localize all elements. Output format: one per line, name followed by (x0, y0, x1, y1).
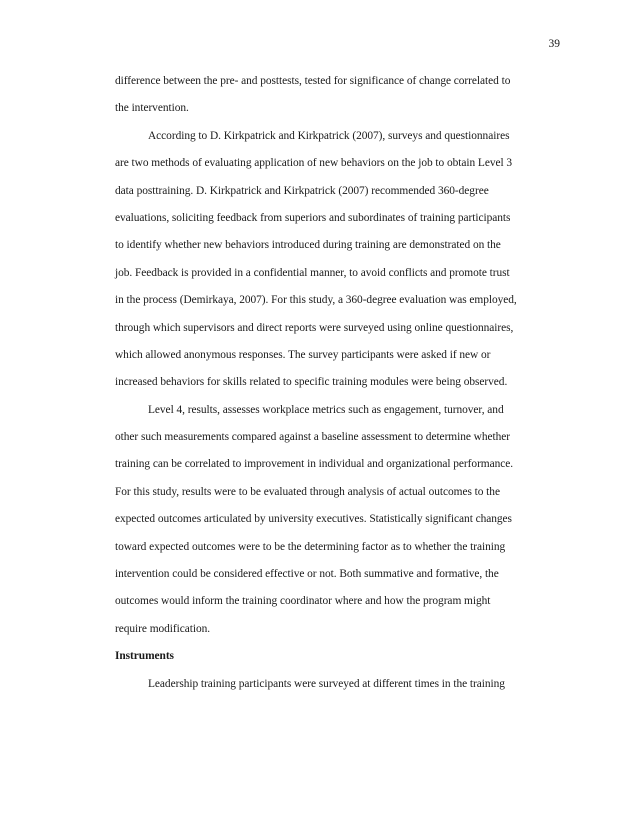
text-line: are two methods of evaluating application of new behaviors on the job to obtain Level 3 (115, 157, 513, 170)
text-line: other such measurements compared against a baseline assessment to determine whether (115, 431, 511, 444)
body-text (115, 68, 555, 698)
section-heading: Instruments (115, 650, 174, 663)
page-number: 39 (548, 38, 560, 50)
text-line: training can be correlated to improvement in individual and organizational performance. (115, 458, 514, 471)
text-line: require modification. (115, 622, 211, 635)
text-line: For this study, results were to be evaluated through analysis of actual outcomes to the (115, 485, 500, 498)
text-line: intervention could be considered effective or not. Both summative and formative, the (115, 568, 499, 581)
text-line: which allowed anonymous responses. The survey participants were asked if new or (115, 348, 491, 361)
text-line: data posttraining. D. Kirkpatrick and Kirkpatrick (2007) recommended 360-degree (115, 184, 489, 197)
text-line: toward expected outcomes were to be the determining factor as to whether the training (115, 540, 506, 553)
text-line: the intervention. (115, 102, 189, 115)
text-line: outcomes would inform the training coordinator where and how the program might (115, 595, 491, 608)
text-line: through which supervisors and direct reports were surveyed using online questionnaires, (115, 321, 514, 334)
text-line: increased behaviors for skills related to specific training modules were being observed. (115, 376, 508, 389)
text-line: in the process (Demirkaya, 2007). For this study, a 360-degree evaluation was employed, (115, 294, 517, 307)
text-line: expected outcomes articulated by university executives. Statistically significant changes (115, 513, 512, 526)
text-line: Level 4, results, assesses workplace metrics such as engagement, turnover, and (148, 403, 504, 416)
text-line: According to D. Kirkpatrick and Kirkpatrick (2007), surveys and questionnaires (148, 129, 510, 142)
text-line: difference between the pre- and posttests, tested for significance of change correlated to (115, 75, 511, 87)
text-line: to identify whether new behaviors introduced during training are demonstrated on the (115, 239, 501, 252)
text-line: job. Feedback is provided in a confidential manner, to avoid conflicts and promote trust (115, 266, 510, 279)
text-line: Leadership training participants were surveyed at different times in the training (148, 677, 505, 690)
text-line: evaluations, soliciting feedback from superiors and subordinates of training participants (115, 211, 511, 224)
